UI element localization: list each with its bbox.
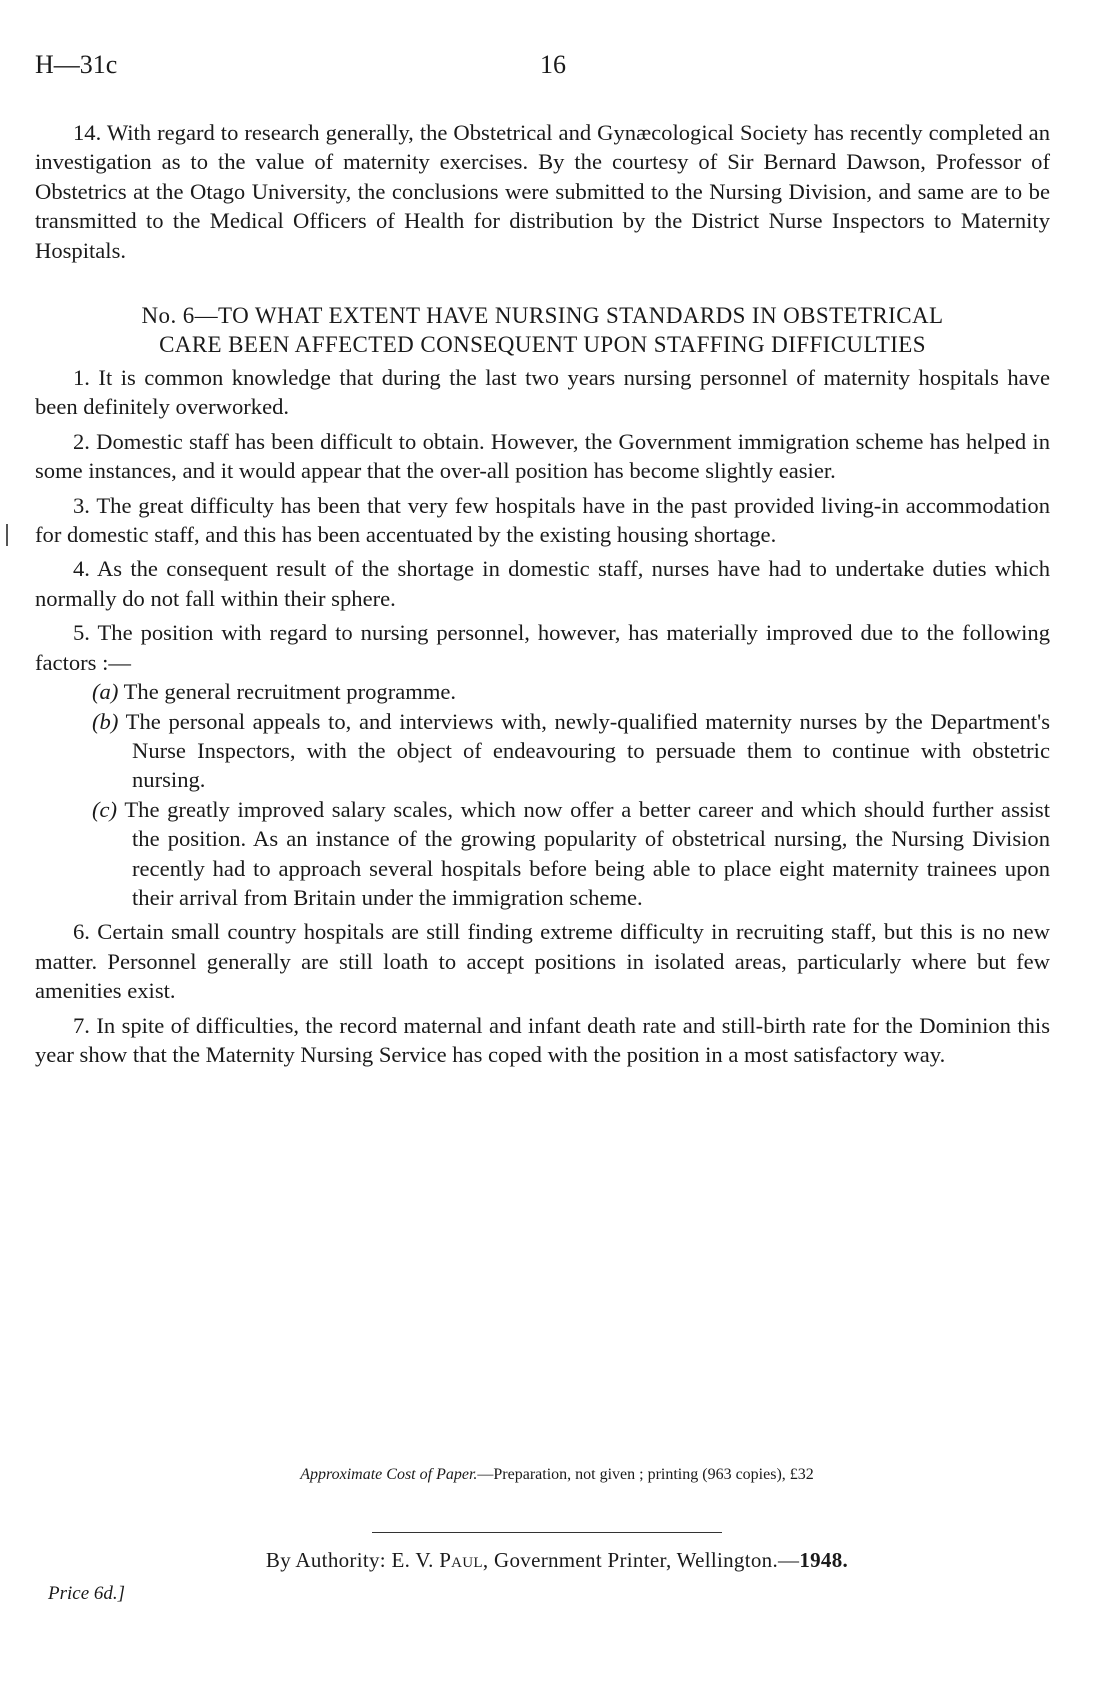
list-text-c: The greatly improved salary scales, which now offer a better career and which should further assist the position. As an instance of the growing popularity of obstetrical nursing, the Nursing Division recently had to approach several hospitals before being able to place eight maternity trainees upon their arrival from Britain under the immigration scheme. <box>124 796 1050 910</box>
document-body <box>35 118 1050 1069</box>
paragraph-5: 5. The position with regard to nursing personnel, however, has materially improved due to the following factors :— <box>35 620 1050 675</box>
list-item-c <box>92 795 1050 913</box>
paragraph-3: 3. The great difficulty has been that very few hospitals have in the past provided living-in accommodation for domestic staff, and this has been accentuated by the existing housing shortage. <box>35 492 1050 548</box>
margin-mark <box>6 524 8 546</box>
authority-year: 1948. <box>799 1548 849 1572</box>
section-heading <box>35 301 1050 359</box>
paragraph-6: 6. Certain small country hospitals are still finding extreme difficulty in recruiting staff, but this is no new matter. Personnel generally are still loath to accept positions in isolated areas, particularly where but few amenities exist. <box>35 919 1050 1004</box>
list-item-a <box>92 677 1050 706</box>
authority-prefix: By Authority: E. V. <box>265 1548 440 1572</box>
authority-name: Paul <box>439 1548 483 1572</box>
printer-authority <box>0 1548 1114 1573</box>
section-heading-line-1: No. 6—TO WHAT EXTENT HAVE NURSING STANDARDS IN OBSTETRICAL <box>141 303 944 329</box>
list-label-a: (a) <box>92 679 119 705</box>
footer-divider <box>372 1532 722 1533</box>
list-label-b: (b) <box>92 708 119 734</box>
list-label-c: (c) <box>92 796 118 822</box>
paragraph-7: 7. In spite of difficulties, the record maternal and infant death rate and still-birth rate for the Dominion this year show that the Maternity Nursing Service has coped with the position in a most satisfactory way. <box>35 1012 1050 1067</box>
paragraph-1: 1. It is common knowledge that during the last two years nursing personnel of maternity hospitals have been definitely overworked. <box>35 365 1050 420</box>
paragraph-4: 4. As the consequent result of the shortage in domestic staff, nurses have had to undertake duties which normally do not fall within their sphere. <box>35 556 1050 611</box>
document-reference: H—31c <box>35 50 118 79</box>
cost-label: Approximate Cost of Paper. <box>300 1466 478 1483</box>
authority-suffix: , Government Printer, Wellington.— <box>482 1548 800 1572</box>
list-item-b <box>92 707 1050 795</box>
cost-text: —Preparation, not given ; printing (963 copies), £32 <box>477 1466 814 1483</box>
price-note: Price 6d.] <box>48 1583 126 1604</box>
cost-of-paper-note <box>0 1466 1114 1484</box>
list-text-a: The general recruitment programme. <box>123 679 457 705</box>
paragraph-14: 14. With regard to research generally, the Obstetrical and Gynæcological Society has recently completed an investigation as to the value of maternity exercises. By the courtesy of Sir Bernard Dawson, Professor of Obstetrics at the Otago University, the conclusions were submitted to the Nursing Division, and same are to be transmitted to the Medical Officers of Health for distribution by the District Nurse Inspectors to Maternity Hospitals. <box>35 120 1050 263</box>
paragraph-2: 2. Domestic staff has been difficult to obtain. However, the Government immigration scheme has helped in some instances, and it would appear that the over-all position has become slightly easier. <box>35 428 1050 484</box>
page-number: 16 <box>540 50 566 79</box>
section-heading-line-2: CARE BEEN AFFECTED CONSEQUENT UPON STAFFING DIFFICULTIES <box>159 332 926 358</box>
list-text-b: The personal appeals to, and interviews with, newly-qualified maternity nurses by the Department's Nurse Inspectors, with the object of endeavouring to persuade them to continue with obstetric nursing. <box>125 708 1050 793</box>
